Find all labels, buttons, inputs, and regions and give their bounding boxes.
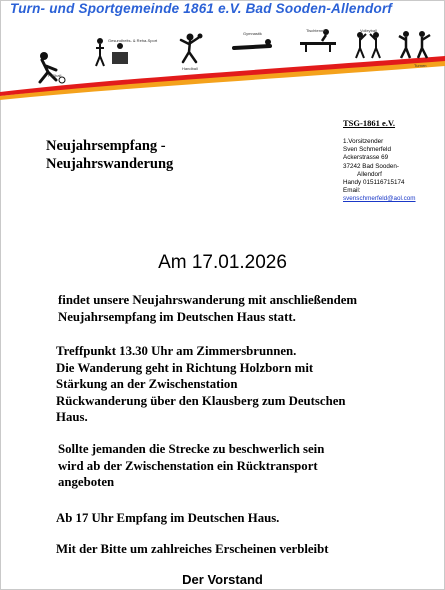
org-name: TSG-1861 e.V. <box>343 118 396 128</box>
meeting-line-1: Treffpunkt 13.30 Uhr am Zimmersbrunnen. <box>56 344 297 358</box>
club-name: Turn- und Sportgemeinde 1861 e.V. Bad Sooden-Allendorf <box>10 1 393 16</box>
intro-line-1: findet unsere Neujahrswanderung mit anschließendem <box>58 293 358 307</box>
contact-street: Ackerstrasse 69 <box>343 154 389 162</box>
caption-reha: Gesundheits- & Reha-Sport <box>108 38 158 43</box>
document-title <box>46 137 276 173</box>
title-line-2: Neujahrswanderung <box>46 156 174 172</box>
contact-email-link[interactable]: svenschmerfeld@aol.com <box>343 195 416 203</box>
contact-sidebar <box>343 118 441 204</box>
paragraph-closing: Mit der Bitte um zahlreiches Erscheinen verbleibt <box>56 542 329 556</box>
gymnastics-icon <box>232 36 272 56</box>
paragraph-transport <box>58 441 324 491</box>
title-line-1: Neujahrsempfang - <box>46 138 166 154</box>
letterhead <box>0 0 445 100</box>
contact-phone: Handy 015116715174 <box>343 179 405 187</box>
paragraph-meeting <box>56 343 346 426</box>
football-player-icon <box>30 50 70 86</box>
caption-handball: Handball <box>182 66 198 71</box>
meeting-line-2: Die Wanderung geht in Richtung Holzborn mit <box>56 360 314 375</box>
intro-line-2: Neujahrsempfang im Deutschen Haus statt. <box>58 309 296 324</box>
contact-email-label: Email: <box>343 187 361 195</box>
contact-name: Sven Schmerfeld <box>343 146 391 154</box>
caption-gymnastics: Gymnastik <box>243 31 262 36</box>
turnen-figures-icon <box>396 28 436 62</box>
transport-line-2: wird ab der Zwischenstation ein Rücktransport <box>58 458 318 473</box>
caption-football: Fußball <box>48 73 62 78</box>
transport-line-1: Sollte jemanden die Strecke zu beschwerlich sein <box>58 442 325 456</box>
signoff: Der Vorstand <box>182 572 263 587</box>
volleyball-players-icon <box>352 30 386 60</box>
meeting-line-3: Stärkung an der Zwischenstation <box>56 377 238 391</box>
contact-city-2: Allendorf <box>357 170 382 178</box>
contact-city-1: 37242 Bad Sooden- <box>343 162 400 170</box>
transport-line-3: angeboten <box>58 475 115 489</box>
caption-volleyball: Volleyball <box>360 28 377 33</box>
caption-tabletennis: Tischtennis <box>306 28 327 33</box>
handball-player-icon <box>176 32 206 68</box>
meeting-line-4: Rückwanderung über den Klausberg zum Deutschen <box>56 393 346 408</box>
caption-turnen: Turnen <box>414 63 427 68</box>
event-date: Am 17.01.2026 <box>158 252 287 273</box>
paragraph-reception: Ab 17 Uhr Empfang im Deutschen Haus. <box>56 511 280 525</box>
contact-role: 1.Vorsitzender <box>343 138 384 145</box>
meeting-line-5: Haus. <box>56 410 88 424</box>
paragraph-intro <box>58 292 357 325</box>
